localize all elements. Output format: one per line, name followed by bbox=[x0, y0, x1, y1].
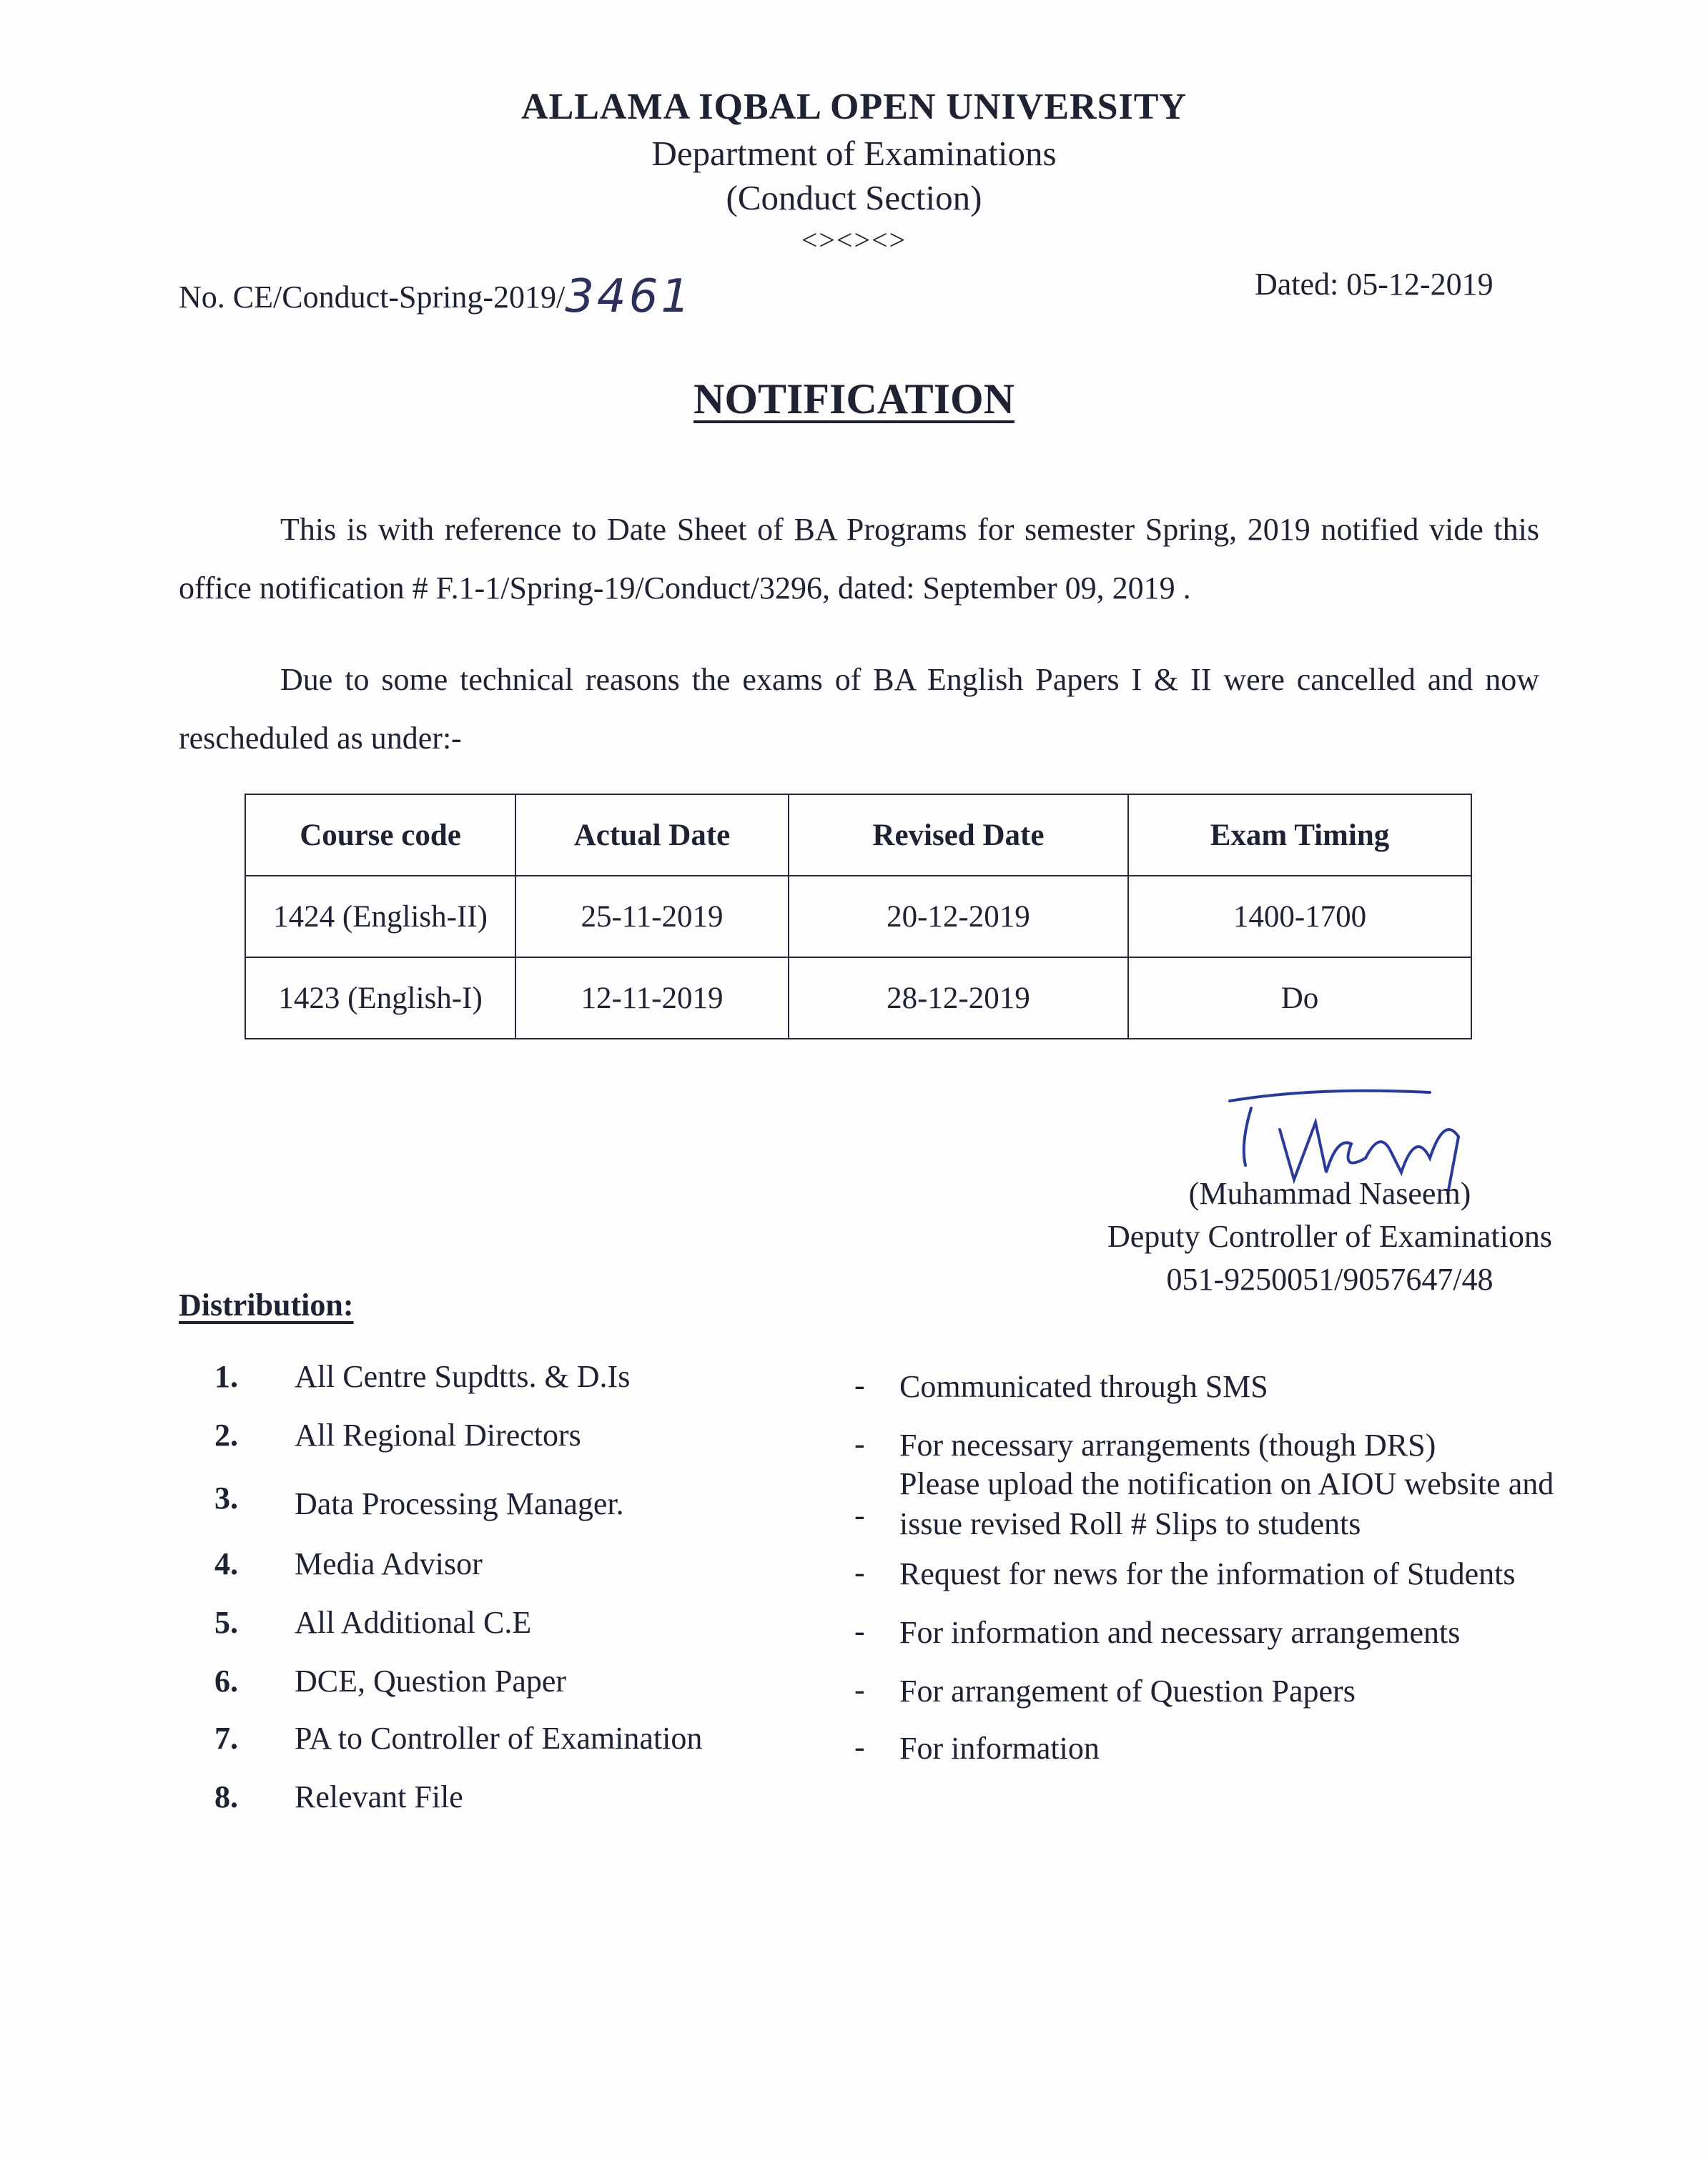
table-cell: 1400-1700 bbox=[1128, 876, 1471, 957]
item-number: 6. bbox=[214, 1664, 238, 1699]
item-remark: Communicated through SMS bbox=[899, 1369, 1268, 1404]
dated: Dated: 05-12-2019 bbox=[1255, 267, 1494, 302]
item-recipient: PA to Controller of Examination bbox=[295, 1721, 703, 1756]
table-cell: 1423 (English-I) bbox=[245, 957, 515, 1039]
dash: - bbox=[854, 1498, 865, 1533]
item-number: 8. bbox=[214, 1779, 238, 1814]
item-number: 5. bbox=[214, 1605, 238, 1640]
item-number: 1. bbox=[214, 1359, 238, 1394]
schedule-table bbox=[245, 794, 1472, 1039]
table-header: Exam Timing bbox=[1128, 794, 1471, 876]
signatory-designation: Deputy Controller of Examinations bbox=[1107, 1219, 1552, 1254]
item-recipient: Relevant File bbox=[295, 1779, 463, 1814]
dash: - bbox=[854, 1614, 865, 1649]
table-row bbox=[245, 957, 1471, 1039]
table-cell: 25-11-2019 bbox=[515, 876, 789, 957]
table-header: Revised Date bbox=[789, 794, 1128, 876]
item-recipient: Data Processing Manager. bbox=[295, 1486, 624, 1521]
table-header: Actual Date bbox=[515, 794, 789, 876]
paragraph-2 bbox=[179, 651, 1539, 768]
item-remark: For information and necessary arrangements bbox=[899, 1615, 1461, 1650]
item-remark: Please upload the notification on AIOU website and issue revised Roll # Slips to students bbox=[899, 1466, 1554, 1541]
signatory-block bbox=[1072, 1172, 1587, 1301]
handwritten-number: 3461 bbox=[565, 270, 693, 323]
table-cell: 28-12-2019 bbox=[789, 957, 1128, 1039]
university-name: ALLAMA IQBAL OPEN UNIVERSITY bbox=[521, 87, 1187, 127]
distribution-heading: Distribution: bbox=[179, 1288, 354, 1323]
item-recipient: Media Advisor bbox=[295, 1546, 483, 1581]
table-cell: Do bbox=[1128, 957, 1471, 1039]
item-recipient: All Regional Directors bbox=[295, 1418, 581, 1453]
signatory-phone: 051-9250051/9057647/48 bbox=[1166, 1262, 1494, 1297]
dash: - bbox=[854, 1555, 865, 1590]
item-remark: Request for news for the information of Students bbox=[899, 1556, 1516, 1591]
item-number: 3. bbox=[214, 1481, 238, 1516]
item-recipient: All Additional C.E bbox=[295, 1605, 532, 1640]
signatory-name: (Muhammad Naseem) bbox=[1188, 1176, 1471, 1211]
dash: - bbox=[854, 1729, 865, 1764]
table-cell: 20-12-2019 bbox=[789, 876, 1128, 957]
paragraph-1 bbox=[179, 500, 1539, 618]
item-number: 7. bbox=[214, 1721, 238, 1756]
notification-title-text: NOTIFICATION bbox=[693, 375, 1015, 423]
section-name: (Conduct Section) bbox=[726, 178, 982, 217]
table-header: Course code bbox=[245, 794, 515, 876]
item-remark: For necessary arrangements (though DRS) bbox=[899, 1428, 1436, 1463]
item-number: 2. bbox=[214, 1418, 238, 1453]
notification-title bbox=[0, 375, 1708, 424]
department-name: Department of Examinations bbox=[651, 134, 1057, 173]
table-cell: 12-11-2019 bbox=[515, 957, 789, 1039]
dash: - bbox=[854, 1368, 865, 1403]
paragraph-2-text: Due to some technical reasons the exams of BA English Papers I & II were cancelled and now rescheduled as under:- bbox=[179, 662, 1539, 756]
reference-prefix: No. CE/Conduct-Spring-2019/ bbox=[179, 280, 566, 315]
dash: - bbox=[854, 1672, 865, 1707]
dash: - bbox=[854, 1426, 865, 1461]
item-number: 4. bbox=[214, 1546, 238, 1581]
ornament: <><><> bbox=[801, 224, 907, 256]
table-row bbox=[245, 876, 1471, 957]
paragraph-1-text: This is with reference to Date Sheet of BA Programs for semester Spring, 2019 notified vide this office notification # F.1-1/Spring-19/Conduct/3296, dated: September 09, 2019 . bbox=[179, 512, 1539, 606]
item-remark: For arrangement of Question Papers bbox=[899, 1674, 1356, 1709]
table-header-row bbox=[245, 794, 1471, 876]
table-cell: 1424 (English-II) bbox=[245, 876, 515, 957]
reference-number bbox=[179, 266, 693, 323]
item-remark: For information bbox=[899, 1731, 1100, 1766]
item-recipient: All Centre Supdtts. & D.Is bbox=[295, 1359, 631, 1394]
item-recipient: DCE, Question Paper bbox=[295, 1664, 567, 1699]
